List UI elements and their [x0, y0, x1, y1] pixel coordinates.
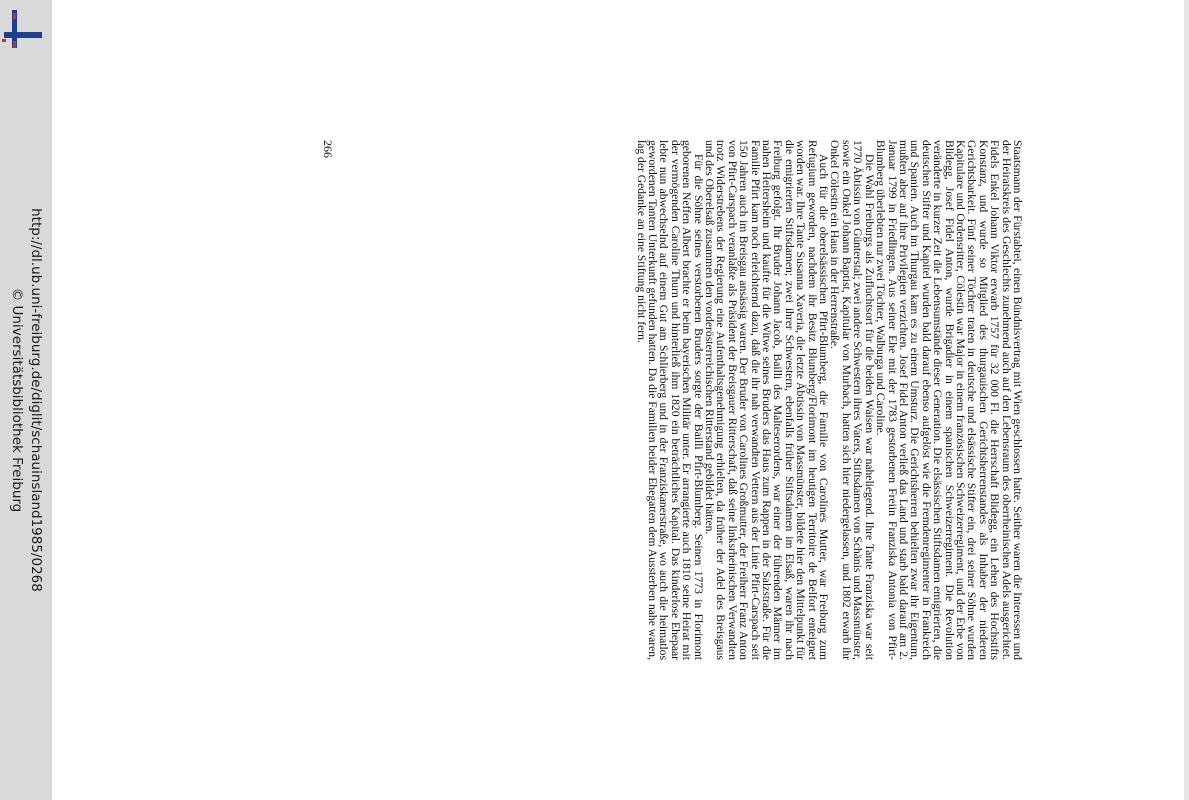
paragraph: Die Wahl Freiburgs als Zufluchtsort für die beiden Waisen war naheliegend. Ihre Tante Franziska war seit 1770 Äbtissin von Günterstal; zwei andere Schwestern ihres Vaters, Stiftsdamen von Schänis und Massmünster, sowie ein Onkel Johann Baptist, Kapitular von Murbach, hatten sich hier niedergelassen, und 1802 erwarb ihr Onkel Cölestin ein Haus in der Herrenstraße.	[828, 140, 876, 660]
paragraph: Staatsmann der Fürstabtei, einen Bündnisvertrag mit Wien geschlossen hatte. Seither waren die Interessen und der Heiratskreis des Geschlechts zunehmend auch auf den Lebensraum des oberrheinischen Adels ausgerichtet. Fidels Enkel Johann Viktor erwarb 1757 für 32 000 Fl. die Herrschaft Blidegg, ein Lehen des Hochstifts Konstanz, und wurde so Mitglied des thurgauischen Gerichtsherrenstandes als Inhaber der niederen Gerichtsbarkeit. Fünf seiner Töchter traten in deutsche und elsässische Stifter ein, drei seiner Söhne wurden Kapitulare und Ordensritter, Cölestin war Major in einem französischen Schweizerregiment, und der Erbe von Blidegg, Josef Fidel Anton, wurde Brigadier in einem spanischen Schweizerregiment. Die Revolution veränderte in kurzer Zeit die Lebensumstände dieser Generation. Die elsässischen Stiftsdamen emigrierten, die deutschen Stifter und Kapitel wurden bald darauf ebenso aufgelöst wie die Fremdenregimenter in Frankreich und Spanien. Auch im Thurgau kam es zu einem Umsturz. Die Gerichtsherren behielten zwar ihr Eigentum, mußten aber auf ihre Privilegien verzichten. Josef Fidel Anton verließ das Land und starb bald darauf am 2. Januar 1799 in Friedlingen. Aus seiner Ehe mit der 1783 gestorbenen Freiin Franziska Antonia von Pfirt-Blumberg überlebten nur zwei Töchter, Walburga und Caroline.	[874, 140, 1024, 660]
scanned-page	[263, 140, 1023, 660]
source-label	[7, 0, 45, 800]
page-text	[635, 140, 1023, 660]
page-number: 266	[321, 140, 335, 158]
copyright-notice: © Universitätsbibliothek Freiburg	[9, 287, 25, 513]
paragraph: Für die Söhne seines verstorbenen Bruders sorgte der Bailli Pfirt-Blumberg. Seinen 1773 in Florimont geborenen Neffen Albert brachte er beim bayerischen Militär unter. Er arrangierte auch 1810 seine Heirat mit der vermögenden Caroline Thurn und hinterließ ihm 1820 ein beträchtliches Kapital. Das kinderlose Ehepaar lebte nun abwechselnd auf einem Gut am Schlierberg und in der Franziskanerstraße, wo auch die heimatlos gewordenen Tanten Unterkunft gefunden hatten. Da die Familien beider Ehegatten dem Aussterben nahe waren, lag der Gedanke an eine Stiftung nicht fern.	[634, 140, 705, 660]
scrollbar[interactable]	[1184, 0, 1189, 800]
source-url[interactable]: http://dl.ub.uni-freiburg.de/diglit/schauinsland1985/0268	[28, 208, 44, 592]
paragraph: Auch für die oberelsässischen Pfirt-Blumberg, die Familie von Carolines Mutter, war Freiburg zum Refugium geworden, nachdem ihr Besitz Blumberg/Florimont im heutigen Territoire de Belfort enteignet worden war. Ihre Tante Susanna Xaveria, die letzte Äbtissin von Massmünster, bildete hier den Mittelpunkt für die emigrierten Stiftsdamen; zwei ihrer Schwestern, ebenfalls früher Stiftsdamen im Elsaß, waren ihr nach Freiburg gefolgt. Ihr Bruder Johann Jacob, Bailli des Malteserordens, war einer der führenden Männer im nahen Heitersheim und kaufte für die Witwe seines Bruders das Haus zum Rappen in der Salzstraße. Für die Familie Pfirt kam noch erleichternd dazu, daß die ihr nah verwandten Vettern aus der Linie Pfirt-Carspach seit 150 Jahren auch im Breisgau ansässig waren. Der Bruder von Carolines Großmutter, der Freiherr Franz Anton von Pfirt-Carspach veranlaßte als Präsident der Breisgauer Ritterschaft, daß seine linksrheinischen Verwandten trotz Widerstrebens der Regierung eine Aufenthaltsgenehmigung erhielten, da früher der Adel des Breisgaus und des Oberelsaß zusammen den vorderösterreichischen Ritterstand gebildet hätten.	[703, 140, 831, 660]
viewer-sidebar	[0, 0, 52, 800]
